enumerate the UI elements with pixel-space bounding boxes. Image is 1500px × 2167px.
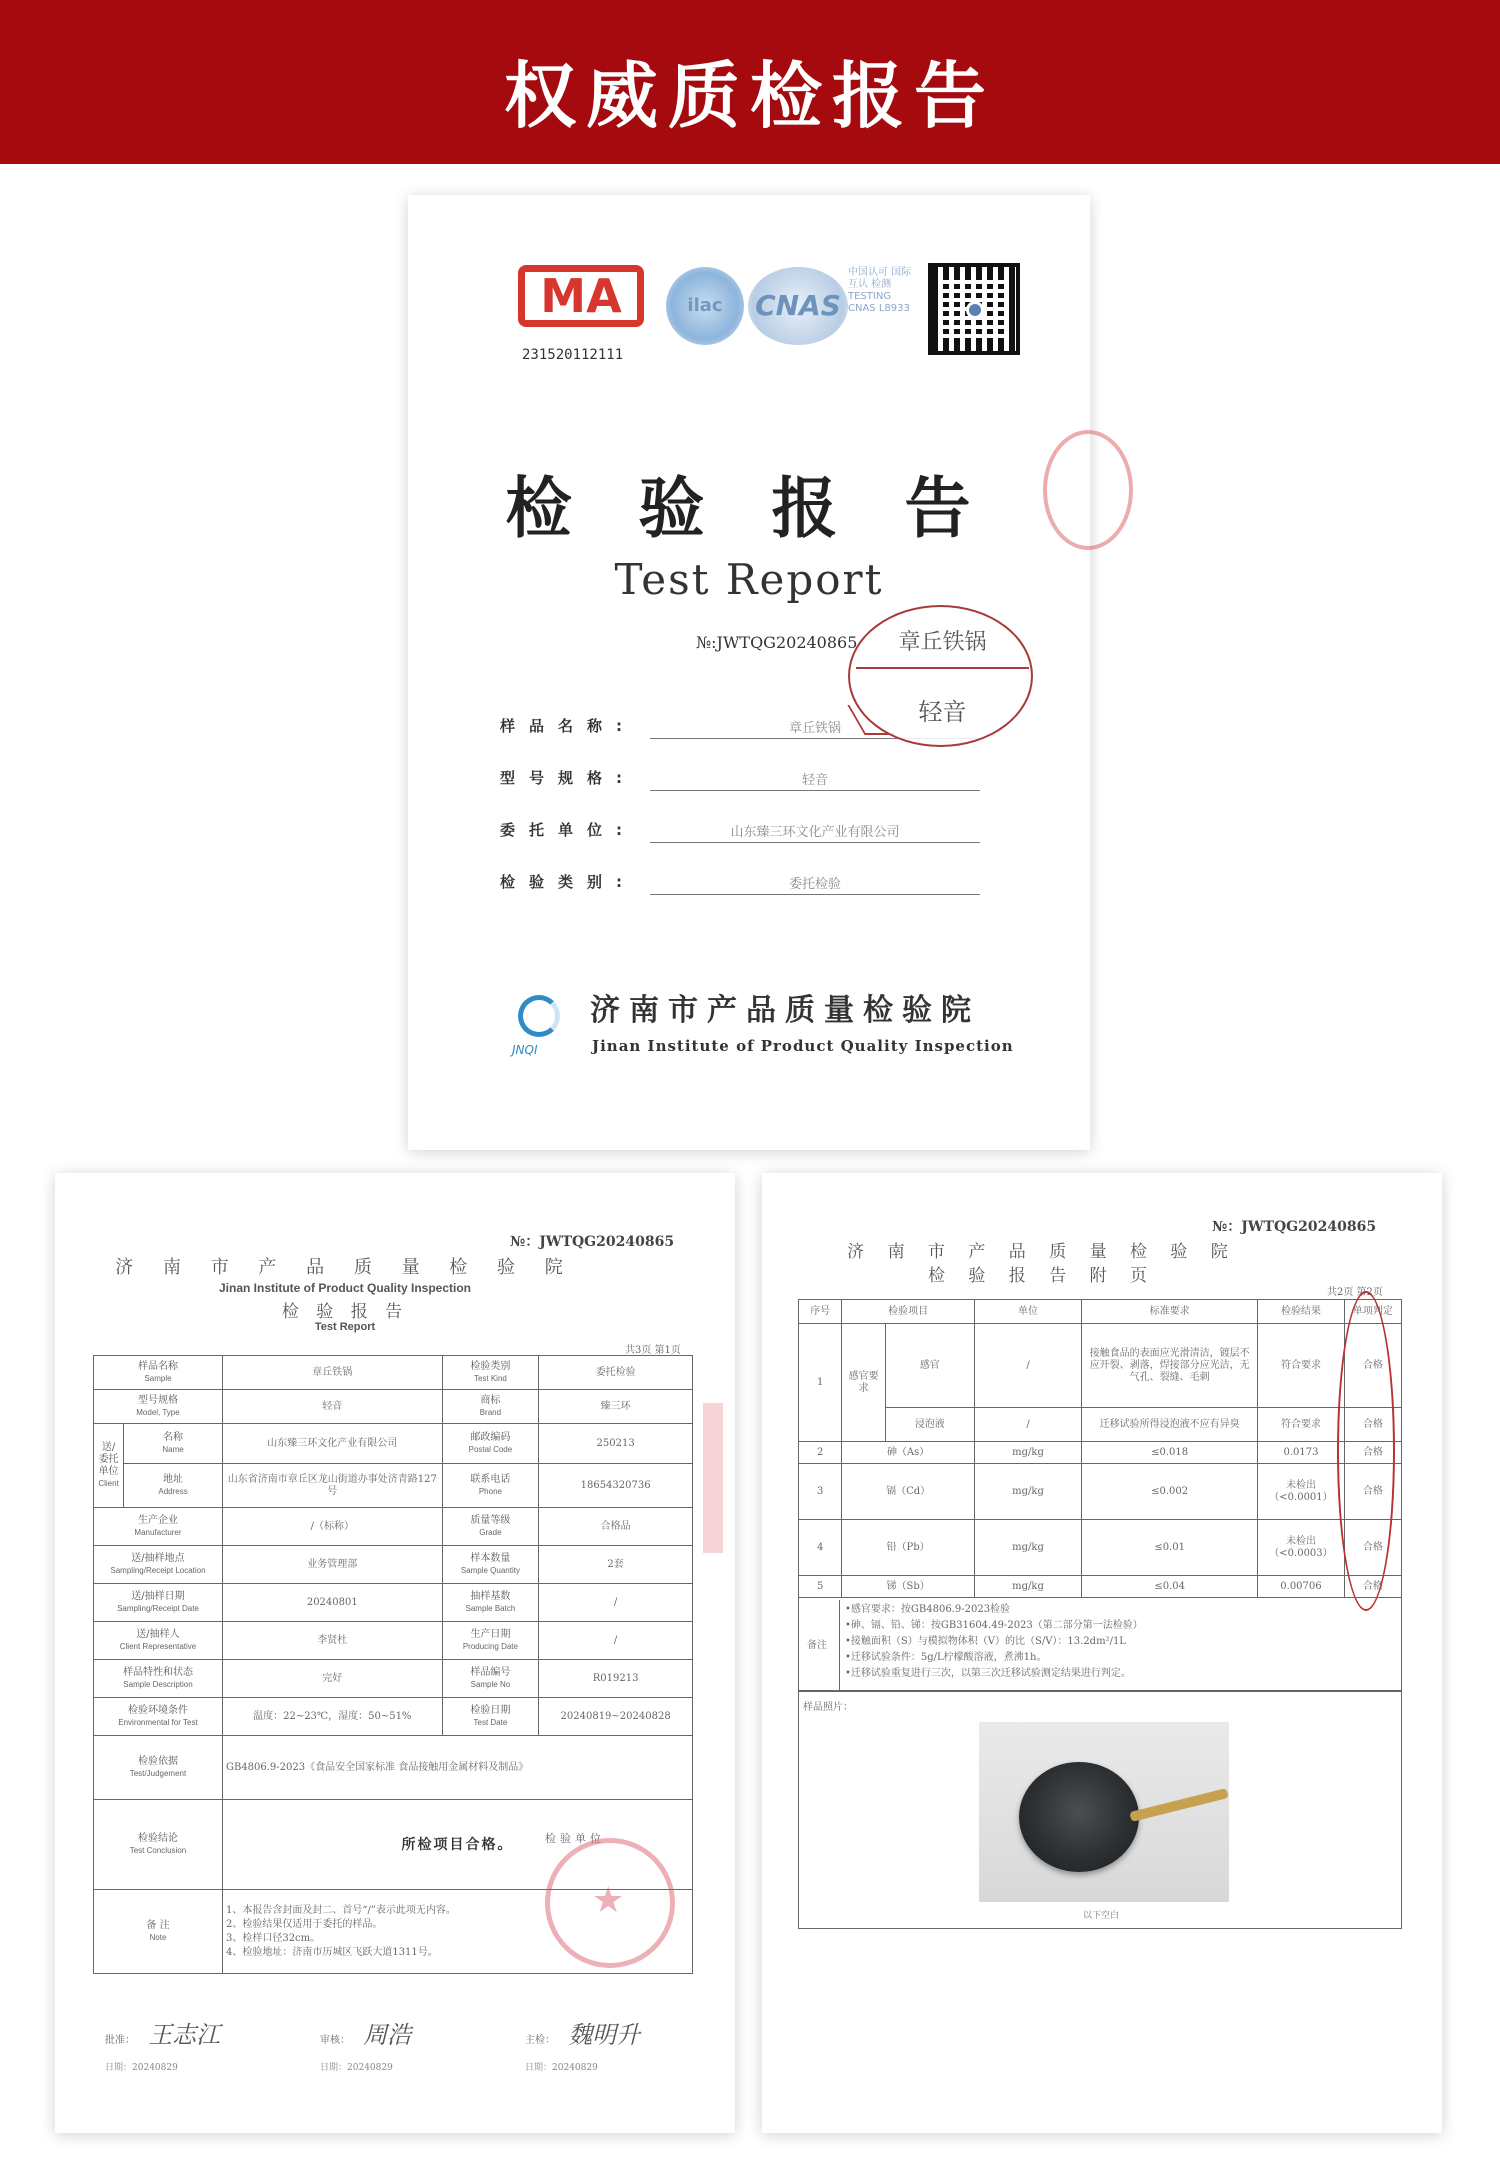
table-row (799, 1464, 1402, 1520)
basis-label: 检验依据 (137, 1755, 178, 1767)
row-value: 20240801 (222, 1584, 442, 1622)
cell-verdict: 合格 (1344, 1520, 1401, 1576)
field-value: 山东臻三环文化产业有限公司 (650, 821, 980, 843)
cell-verdict: 合格 (1344, 1576, 1401, 1598)
cell-verdict: 合格 (1344, 1324, 1401, 1408)
table-row (94, 1508, 693, 1546)
row-key: 抽样基数 (470, 1590, 511, 1602)
row-value: 完好 (222, 1660, 442, 1698)
cell-item: 感官 (885, 1324, 974, 1408)
conclusion-label-en: Test Conclusion (129, 1845, 187, 1855)
table-row (94, 1464, 693, 1508)
signature-date: 20240829 (552, 2063, 598, 2073)
below-blank-text: 以下空白 (1082, 1911, 1119, 1921)
note-line: •接触面积（S）与模拟物体积（V）的比（S/V）：13.2dm²/1L (845, 1636, 1126, 1647)
row-key: 样品编号 (470, 1666, 511, 1678)
row-value: R019213 (539, 1660, 693, 1698)
column-header: 单项判定 (1344, 1300, 1401, 1324)
cell-item: 锑（Sb） (842, 1576, 974, 1598)
row-key: 地址 (163, 1473, 184, 1485)
field-value: 章丘铁锅 (650, 717, 980, 739)
row-key: 生产企业 (137, 1514, 178, 1526)
table-row (799, 1408, 1402, 1442)
institute-name-cn: 济 南 市 产 品 质 量 检 验 院 (847, 1242, 1237, 1262)
row-key: 质量等级 (470, 1514, 511, 1526)
cell-requirement: 接触食品的表面应光滑清洁，镀层不应开裂、剥落，焊接部分应光洁，无气孔、裂缝、毛刺 (1082, 1324, 1258, 1408)
table-row (94, 1660, 693, 1698)
table-row (799, 1520, 1402, 1576)
note-line: •砷、镉、铅、锑：按GB31604.49-2023（第二部分第一法检验） (845, 1620, 1143, 1631)
column-header: 检验项目 (842, 1300, 974, 1324)
iron-pan-image (1019, 1762, 1139, 1872)
cell-unit: mg/kg (974, 1464, 1081, 1520)
date-label: 日期： (525, 2063, 553, 2073)
row-key-en: Test Date (473, 1717, 508, 1727)
table-row (94, 1546, 693, 1584)
sample-photo-section (798, 1691, 1402, 1929)
page-indicator: 共2页 第2页 (1327, 1287, 1383, 1298)
row-key-en: Sample No (470, 1679, 511, 1689)
signature-date: 20240829 (347, 2063, 393, 2073)
callout-bubble (848, 605, 1033, 747)
report-number: №：JWTQG20240865 (1212, 1219, 1377, 1235)
table-row (94, 1584, 693, 1622)
qr-code[interactable] (928, 263, 1020, 355)
row-key-en: Postal Code (468, 1444, 513, 1454)
row-key-en: Sample Quantity (460, 1565, 520, 1575)
row-value: 委托检验 (539, 1356, 693, 1390)
cover-title: 检 验 报 告 (505, 469, 993, 547)
column-header: 序号 (799, 1300, 842, 1324)
row-key: 送/抽样地点 (131, 1552, 185, 1564)
table-row (94, 1356, 693, 1390)
table-row (94, 1424, 693, 1464)
note-line: •迁移试验重复进行三次，以第三次迁移试验测定结果进行判定。 (845, 1668, 1131, 1679)
institute-name-cn: 济南市产品质量检验院 (590, 993, 980, 1028)
date-label: 日期： (105, 2063, 133, 2073)
cell-result: 符合要求 (1258, 1324, 1345, 1408)
cell-unit: mg/kg (974, 1576, 1081, 1598)
cell-unit: / (974, 1408, 1081, 1442)
cell-requirement: ≤0.018 (1082, 1442, 1258, 1464)
cell-result: 未检出（<0.0001） (1258, 1464, 1345, 1520)
row-key-en: Name (162, 1444, 184, 1454)
cell-no: 4 (799, 1520, 842, 1576)
row-key-en: Sample (144, 1373, 172, 1383)
table-row (799, 1324, 1402, 1408)
row-key: 联系电话 (470, 1473, 511, 1485)
institute-name-en: Jinan Institute of Product Quality Inspection (592, 1037, 1014, 1055)
cell-requirement: ≤0.002 (1082, 1464, 1258, 1520)
pan-handle (1129, 1788, 1228, 1822)
row-key: 检验日期 (470, 1704, 511, 1716)
conclusion-label: 检验结论 (137, 1832, 178, 1844)
note-line: 4、检验地址：济南市历城区飞跃大道1311号。 (225, 1946, 438, 1958)
report-title-en: Test Report (314, 1321, 376, 1333)
row-key-en: Manufacturer (134, 1527, 182, 1537)
signature-role: 审核： (320, 2035, 350, 2046)
row-key-en: Test Kind (473, 1373, 507, 1383)
highlight-oval (1337, 1291, 1395, 1611)
note-line: •迁移试验条件：5g/L柠檬酸溶液，煮沸1h。 (845, 1652, 1047, 1663)
field-value: 委托检验 (650, 873, 980, 895)
field-label: 样品名称: (500, 717, 636, 735)
cma-number: 231520112111 (522, 347, 624, 363)
row-key: 送/抽样人 (136, 1628, 180, 1640)
row-value: 合格品 (539, 1508, 693, 1546)
cell-requirement: 迁移试验所得浸泡液不应有异臭 (1082, 1408, 1258, 1442)
column-header: 单位 (974, 1300, 1081, 1324)
row-key-en: Grade (479, 1527, 502, 1537)
row-value: / (539, 1584, 693, 1622)
row-value: / (539, 1622, 693, 1660)
institute-name-en: Jinan Institute of Product Quality Inspection (218, 1281, 472, 1295)
row-key-en: Model, Type (136, 1407, 180, 1417)
row-value: /（标称） (222, 1508, 442, 1546)
field-model (500, 759, 1000, 795)
note-line: •感官要求：按GB4806.9-2023检验 (845, 1604, 1011, 1615)
notes-label: 备注 (807, 1640, 827, 1651)
report-main-page (55, 1173, 735, 2133)
seam-stamp (703, 1403, 723, 1553)
row-value: 山东臻三环文化产业有限公司 (222, 1424, 442, 1464)
institute-logo-text: JNQI (512, 1043, 538, 1057)
basis-label-en: Test/Judgement (129, 1768, 187, 1778)
column-header: 标准要求 (1082, 1300, 1258, 1324)
cell-no: 3 (799, 1464, 842, 1520)
field-test-kind (500, 863, 1000, 899)
conclusion-value: 所检项目合格。 (222, 1800, 692, 1890)
row-key: 生产日期 (470, 1628, 511, 1640)
row-value: 2套 (539, 1546, 693, 1584)
cell-requirement: ≤0.01 (1082, 1520, 1258, 1576)
report-title: 检 验 报 告 (281, 1302, 409, 1322)
date-label: 日期： (320, 2063, 348, 2073)
row-value: 臻三环 (539, 1390, 693, 1424)
cell-item: 浸泡液 (885, 1408, 974, 1442)
row-value: 业务管理部 (222, 1546, 442, 1584)
field-client (500, 811, 1000, 847)
cell-verdict: 合格 (1344, 1442, 1401, 1464)
cell-result: 未检出（<0.0003） (1258, 1520, 1345, 1576)
column-header: 检验结果 (1258, 1300, 1345, 1324)
signature-inspector (525, 2015, 640, 2073)
note-line: 1、本报告含封面及封二、首号“/”表示此项无内容。 (225, 1904, 456, 1916)
row-value: 轻音 (222, 1390, 442, 1424)
row-key: 型号规格 (137, 1394, 178, 1406)
row-key: 样本数量 (470, 1552, 511, 1564)
institute-name-cn: 济 南 市 产 品 质 量 检 验 院 (115, 1257, 575, 1278)
signature-name: 王志江 (148, 2021, 221, 2049)
cell-unit: mg/kg (974, 1442, 1081, 1464)
row-key: 样品特性和状态 (122, 1666, 193, 1678)
signature-row (105, 2015, 705, 2075)
row-key-en: Environmental for Test (118, 1717, 198, 1727)
row-key: 检验类别 (470, 1360, 511, 1372)
report-number: №:JWTQG20240865 (696, 633, 858, 652)
table-row (94, 1698, 693, 1736)
table-row (94, 1390, 693, 1424)
cell-requirement: ≤0.04 (1082, 1576, 1258, 1598)
cell-item: 铅（Pb） (842, 1520, 974, 1576)
row-key-en: Producing Date (462, 1641, 518, 1651)
cell-no: 1 (799, 1324, 842, 1442)
sample-photo (979, 1722, 1229, 1902)
cma-logo: MA (518, 265, 644, 327)
client-label-en: Client (98, 1478, 119, 1488)
appendix-notes (798, 1597, 1402, 1691)
field-label: 委托单位: (500, 821, 636, 839)
table-row (94, 1622, 693, 1660)
table-header-row (799, 1300, 1402, 1324)
callout-name: 章丘铁锅 (898, 630, 987, 655)
signature-role: 主检： (525, 2035, 555, 2046)
client-label: 送/委托单位 (98, 1441, 119, 1477)
ilac-logo: ilac (666, 267, 744, 345)
row-key-en: Phone (478, 1486, 502, 1496)
row-key-en: Sampling/Receipt Location (110, 1565, 206, 1575)
page-title: 权威质检报告 (503, 54, 996, 138)
cell-result: 0.0173 (1258, 1442, 1345, 1464)
cell-verdict: 合格 (1344, 1464, 1401, 1520)
field-label: 型号规格: (500, 769, 636, 787)
cell-no: 5 (799, 1576, 842, 1598)
row-key-en: Sample Description (123, 1679, 193, 1689)
signature-reviewer (320, 2015, 411, 2073)
row-key-en: Sampling/Receipt Date (117, 1603, 199, 1613)
report-appendix-page (762, 1173, 1442, 2133)
institute-logo-icon (518, 995, 560, 1037)
row-key-en: Client Representative (119, 1641, 197, 1651)
signature-date: 20240829 (132, 2063, 178, 2073)
row-key: 邮政编码 (470, 1431, 511, 1443)
cell-verdict: 合格 (1344, 1408, 1401, 1442)
row-value: 20240819~20240828 (539, 1698, 693, 1736)
cell-item: 镉（Cd） (842, 1464, 974, 1520)
cell-result: 0.00706 (1258, 1576, 1345, 1598)
table-row (799, 1442, 1402, 1464)
row-value: 250213 (539, 1424, 693, 1464)
note-line: 2、检验结果仅适用于委托的样品。 (225, 1918, 383, 1930)
row-value: 章丘铁锅 (222, 1356, 442, 1390)
notes-label-en: Note (149, 1932, 167, 1942)
cell-result: 符合要求 (1258, 1408, 1345, 1442)
row-key: 送/抽样日期 (131, 1590, 185, 1602)
row-key: 检验环境条件 (127, 1704, 188, 1716)
signature-approver (105, 2015, 220, 2073)
cell-unit: mg/kg (974, 1520, 1081, 1576)
table-row (94, 1736, 693, 1800)
table-row (799, 1576, 1402, 1598)
basis-value: GB4806.9-2023《食品安全国家标准 食品接触用金属材料及制品》 (222, 1736, 692, 1800)
header-banner (0, 0, 1500, 164)
cover-subtitle: Test Report (614, 555, 884, 604)
cell-unit: / (974, 1324, 1081, 1408)
row-key-en: Address (158, 1486, 188, 1496)
page-indicator: 共3页 第1页 (625, 1345, 681, 1356)
seal-star-icon: ★ (592, 1880, 625, 1921)
cell-group: 感官要求 (842, 1324, 885, 1442)
row-value: 18654320736 (539, 1464, 693, 1508)
signature-name: 周浩 (363, 2021, 412, 2049)
row-key-en: Brand (479, 1407, 502, 1417)
notes-label: 备 注 (146, 1919, 170, 1931)
field-label: 检验类别: (500, 873, 636, 891)
appendix-title: 检 验 报 告 附 页 (927, 1266, 1157, 1286)
row-key: 样品名称 (137, 1360, 178, 1372)
report-cover-page (408, 195, 1090, 1150)
results-table (798, 1299, 1402, 1598)
row-value: 温度：22~23℃，湿度：50~51% (222, 1698, 442, 1736)
stamp-label: 检验单位 (545, 1832, 605, 1845)
row-key: 名称 (163, 1431, 184, 1443)
signature-role: 批准： (105, 2035, 135, 2046)
row-key-en: Sample Batch (465, 1603, 516, 1613)
cnas-caption: 中国认可 国际互认 检测 TESTING CNAS L8933 (848, 267, 912, 314)
row-value: 山东省济南市章丘区龙山街道办事处济青路127号 (222, 1464, 442, 1508)
cnas-logo: CNAS (748, 267, 848, 345)
callout-model: 轻音 (918, 698, 967, 726)
cell-item: 砷（As） (842, 1442, 974, 1464)
row-key: 商标 (480, 1394, 501, 1406)
report-number: №：JWTQG20240865 (510, 1234, 675, 1250)
photo-label: 样品照片： (803, 1702, 853, 1713)
cell-no: 2 (799, 1442, 842, 1464)
signature-name: 魏明升 (568, 2021, 641, 2049)
row-value: 李贤杜 (222, 1622, 442, 1660)
note-line: 3、检样口径32cm。 (225, 1932, 321, 1944)
field-value: 轻音 (650, 769, 980, 791)
